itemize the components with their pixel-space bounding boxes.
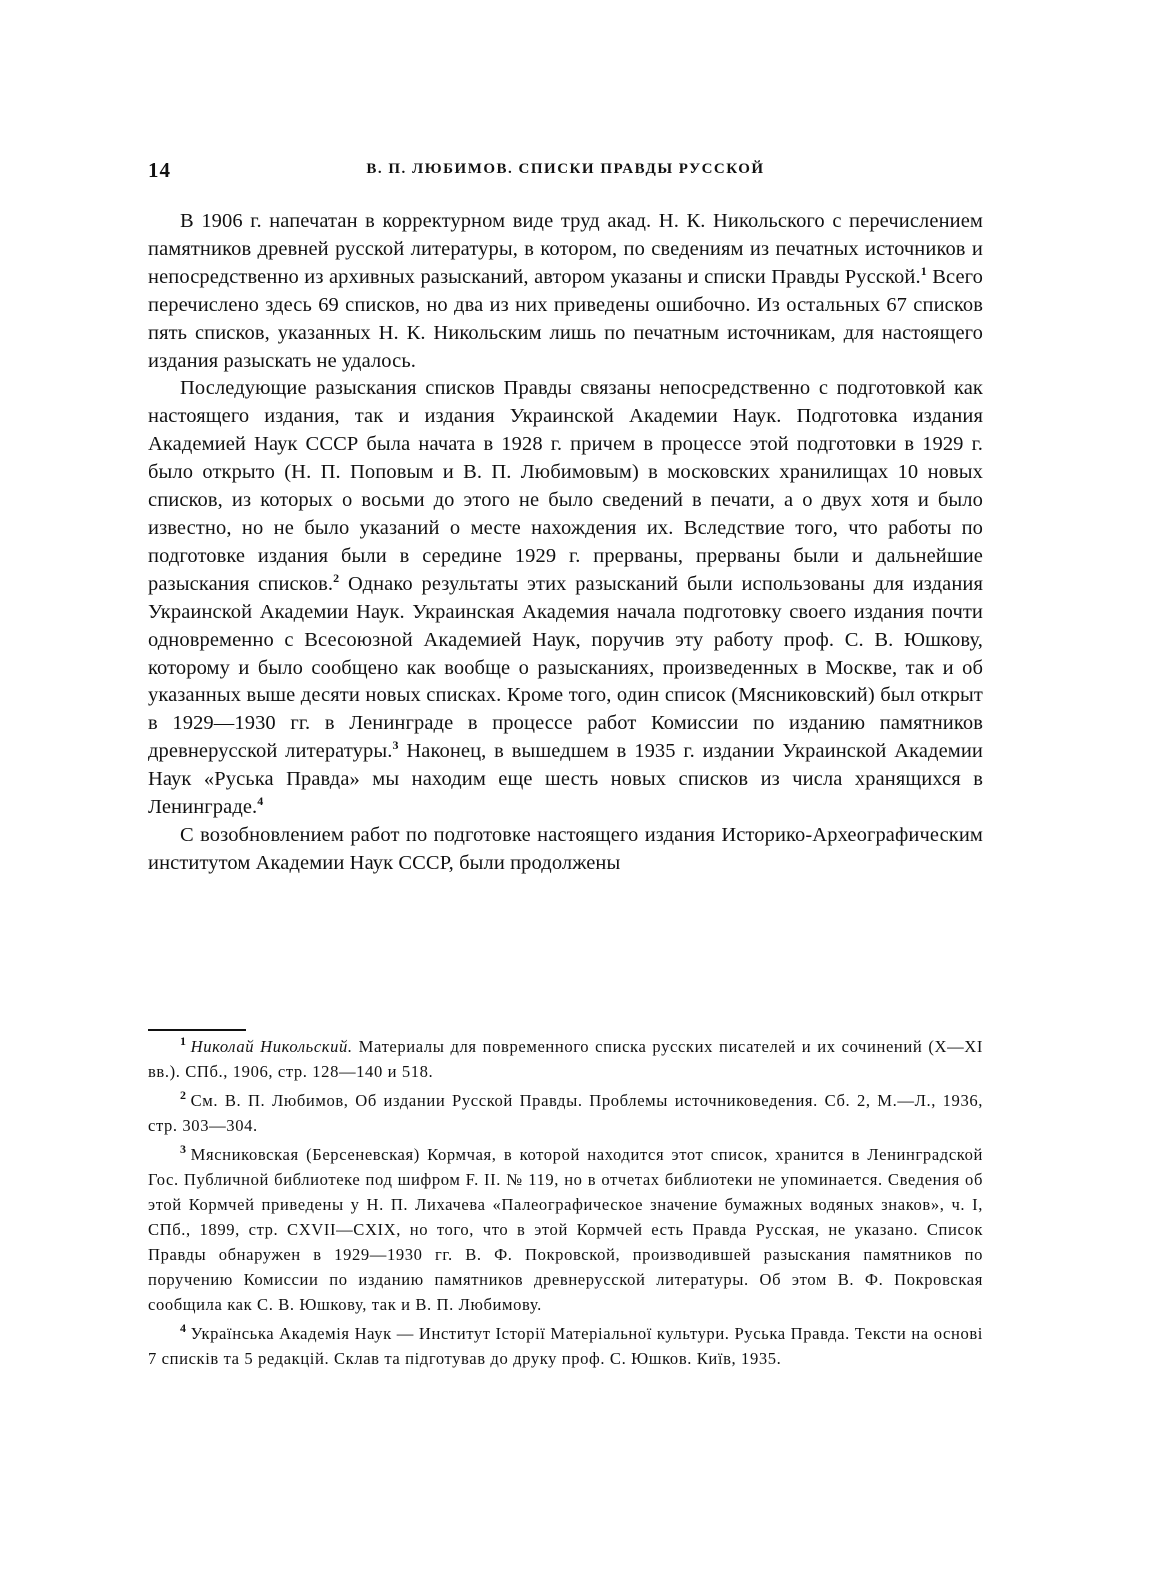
footnote-1: [148, 1034, 983, 1084]
footnote-mark: 2: [180, 1088, 187, 1103]
paragraph-2: [148, 375, 983, 822]
paragraph-3: С возобновлением работ по подготовке настоящего издания Историко-Археографическим институтом Академии Наук СССР, были продолжены: [148, 823, 983, 874]
footnote-ref-3: 3: [392, 738, 399, 753]
footnote-ref-2: 2: [333, 570, 340, 585]
page-number: 14: [148, 158, 171, 182]
footnote-text: Материалы для повременного списка русских писателей и их сочинений (X—XI вв.). СПб., 1906, стр. 128—140 и 518.: [148, 1037, 983, 1081]
paragraph-2-text-c: Наконец, в вышедшем в 1935 г. издании Украинской Академии Наук «Руська Правда» мы находим еще шесть новых списков из числа хранящихся в Ленинграде.: [148, 740, 984, 819]
footnote-text: Мясниковская (Берсеневская) Кормчая, в которой находится этот список, хранится в Ленинградской Гос. Публичной библиотеке под шифром F. II. № 119, но в отчетах библиотеки не упоминается. Сведения об этой Кормчей приведены у Н. П. Лихачева «Палеографическое значение бумажных водяных знаков», ч. I, СПб., 1899, стр. CXVII—CXIX, но того, что в этой Кормчей есть Правда Русская, не указано. Список Правды обнаружен в 1929—1930 гг. В. Ф. Покровской, производившей разыскания памятников по поручению Комиссии по изданию памятников древнерусской литературы. Об этом В. Ф. Покровская сообщила как С. В. Юшкову, так и В. П. Любимову.: [148, 1145, 983, 1314]
footnote-3: [148, 1142, 983, 1317]
paragraph-1: [148, 208, 983, 375]
footnote-4: [148, 1321, 983, 1371]
paragraph-2-text-a: Последующие разыскания списков Правды связаны непосредственно с подготовкой как настоящего издания, так и издания Украинской Академии Наук. Подготовка издания Академией Наук СССР была начата в 1928 г. причем в процессе этой подготовки в 1929 г. было открыто (Н. П. Поповым и В. П. Любимовым) в московских хранилищах 10 новых списков, из которых о восьми до этого не было сведений в печати, а о двух хотя и было известно, но не было указаний о месте нахождения их. Вследствие того, что работы по подготовке издания были в середине 1929 г. прерваны, прерваны были и дальнейшие разыскания списков.: [148, 377, 983, 595]
paragraph-1-text-b: Всего перечислено здесь 69 списков, но два из них приведены ошибочно. Из остальных 67 списков пять списков, указанных Н. К. Никольским лишь по печатным источникам, для настоящего издания разыскать не удалось.: [148, 265, 984, 372]
footnote-separator: [148, 1029, 246, 1031]
footnote-mark: 1: [180, 1034, 187, 1049]
footnote-ref-4: 4: [257, 794, 264, 809]
main-text: [148, 208, 983, 878]
footnote-text: Українська Академія Наук — Институт Історії Матеріальної культури. Руська Правда. Тексти на основі 7 списків та 5 редакцій. Склав та підготував до друку проф. С. Юшков. Київ, 1935.: [148, 1324, 983, 1368]
footnotes: [148, 1034, 983, 1375]
footnote-author: Николай Никольский.: [190, 1037, 353, 1056]
paragraph-1-text-a: В 1906 г. напечатан в корректурном виде труд акад. Н. К. Никольского с перечислением памятников древней русской литературы, в котором, по сведениям из печатных источников и непосредственно из архивных разысканий, автором указаны и списки Правды Русской.: [148, 210, 983, 288]
footnote-mark: 4: [180, 1321, 187, 1336]
paragraph-2-text-b: Однако результаты этих разысканий были использованы для издания Украинской Академии Наук. Украинская Академия начала подготовку своего издания почти одновременно с Всесоюзной Академией Наук, поручив эту работу проф. С. В. Юшкову, которому и было сообщено как вообще о разысканиях, произведенных в Москве, так и об указанных выше десяти новых списках. Кроме того, один список (Мясниковский) был открыт в 1929—1930 гг. в Ленинграде в процессе работ Комиссии по изданию памятников древнерусской литературы.: [148, 572, 983, 763]
footnote-text: См. В. П. Любимов, Об издании Русской Правды. Проблемы источниковедения. Сб. 2, М.—Л., 1936, стр. 303—304.: [148, 1091, 983, 1135]
footnote-ref-1: 1: [920, 263, 927, 278]
running-head: В. П. ЛЮБИМОВ. СПИСКИ ПРАВДЫ РУССКОЙ: [366, 161, 765, 177]
footnote-mark: 3: [180, 1142, 187, 1157]
footnote-2: [148, 1088, 983, 1138]
page-header: [148, 158, 983, 188]
